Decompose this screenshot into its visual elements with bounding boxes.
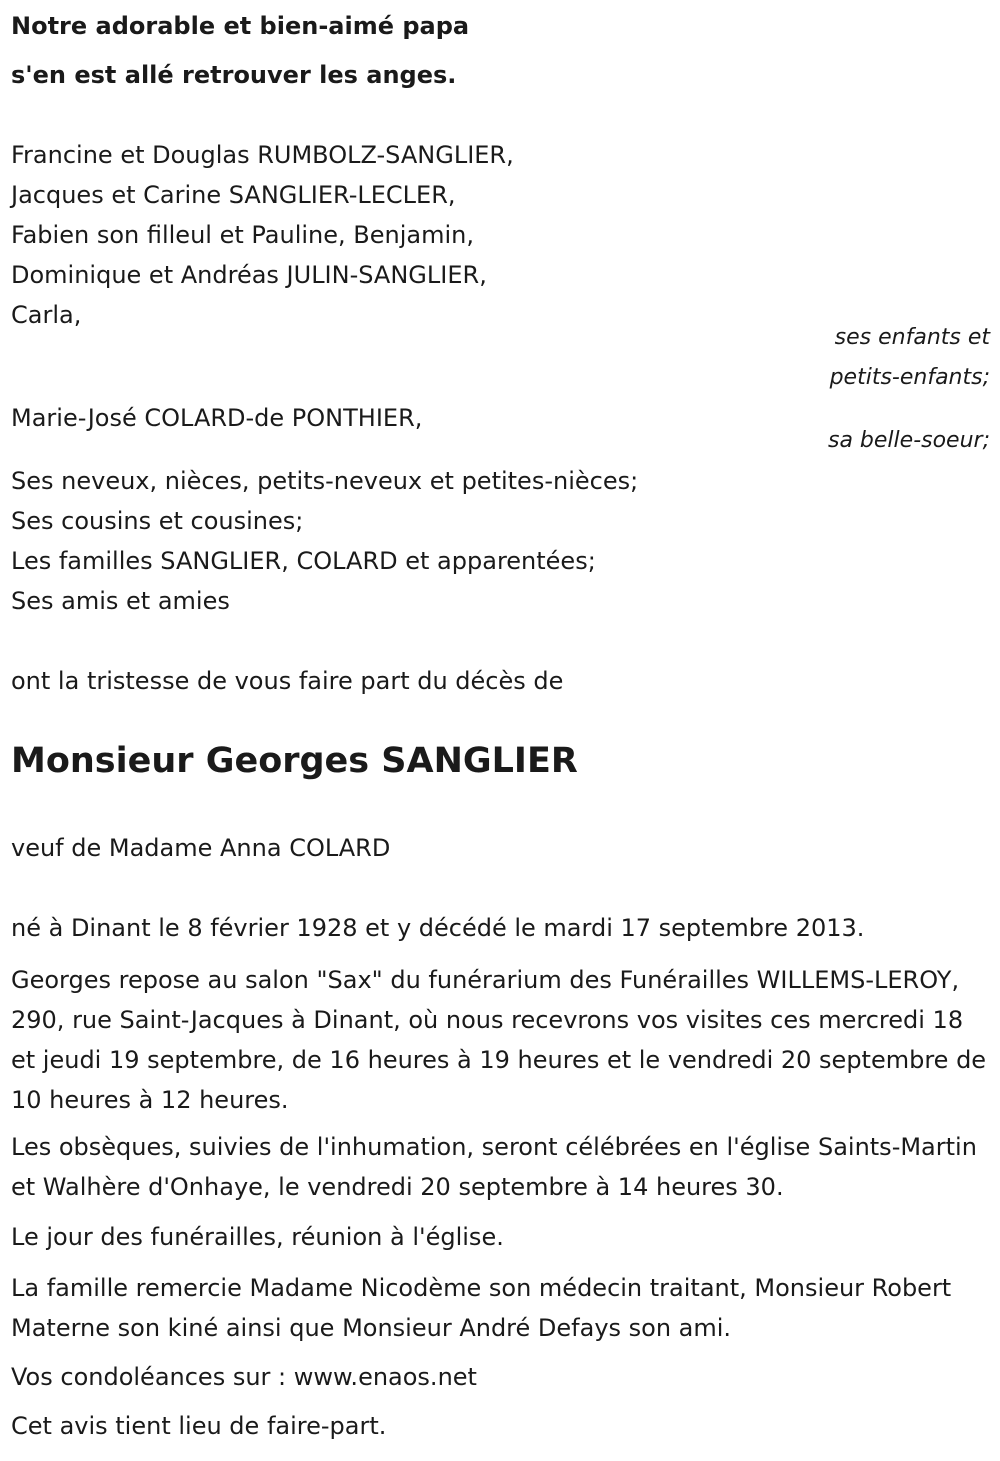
visitation-paragraph: Georges repose au salon "Sax" du funérarium des Funérailles WILLEMS-LEROY, 290, rue Saint-Jacques à Dinant, où nous recevrons vos visites ces mercredi 18 et jeudi 19 septembre, de 16 heures à 19 heures et le vendredi 20 septembre de 10 heures à 12 heures.: [11, 966, 987, 1114]
funeral-paragraph: Les obsèques, suivies de l'inhumation, seront célébrées en l'église Saints-Martin et Walhère d'Onhaye, le vendredi 20 septembre à 14 heures 30.: [11, 1133, 977, 1201]
children-role-line-2: petits-enfants;: [829, 365, 990, 390]
children-line-5: Carla,: [11, 301, 82, 329]
birth-death-paragraph: né à Dinant le 8 février 1928 et y décédé le mardi 17 septembre 2013.: [11, 914, 865, 942]
sister-in-law: Marie-José COLARD-de PONTHIER,: [11, 404, 423, 432]
deceased-name: Monsieur Georges SANGLIER: [11, 741, 578, 781]
relatives-line-1: Ses neveux, nièces, petits-neveux et petites-nièces;: [11, 467, 639, 495]
children-line-2: Jacques et Carine SANGLIER-LECLER,: [11, 181, 456, 209]
relatives-line-3: Les familles SANGLIER, COLARD et apparentées;: [11, 547, 596, 575]
relatives-line-4: Ses amis et amies: [11, 587, 230, 615]
gathering-paragraph: Le jour des funérailles, réunion à l'église.: [11, 1223, 504, 1251]
children-line-1: Francine et Douglas RUMBOLZ-SANGLIER,: [11, 141, 514, 169]
thanks-paragraph: La famille remercie Madame Nicodème son médecin traitant, Monsieur Robert Materne son kiné ainsi que Monsieur André Defays son ami.: [11, 1274, 952, 1342]
widower-line: veuf de Madame Anna COLARD: [11, 834, 391, 862]
sister-in-law-role: sa belle-soeur;: [828, 428, 990, 453]
children-line-4: Dominique et Andréas JULIN-SANGLIER,: [11, 261, 487, 289]
children-line-3: Fabien son filleul et Pauline, Benjamin,: [11, 221, 474, 249]
header-line-1: Notre adorable et bien-aimé papa: [11, 12, 470, 40]
children-role-line-1: ses enfants et: [834, 325, 990, 350]
condolences-paragraph: Vos condoléances sur : www.enaos.net: [11, 1363, 477, 1391]
header-line-2: s'en est allé retrouver les anges.: [11, 61, 457, 89]
relatives-line-2: Ses cousins et cousines;: [11, 507, 304, 535]
announcement: ont la tristesse de vous faire part du décès de: [11, 667, 564, 695]
notice-paragraph: Cet avis tient lieu de faire-part.: [11, 1412, 387, 1440]
